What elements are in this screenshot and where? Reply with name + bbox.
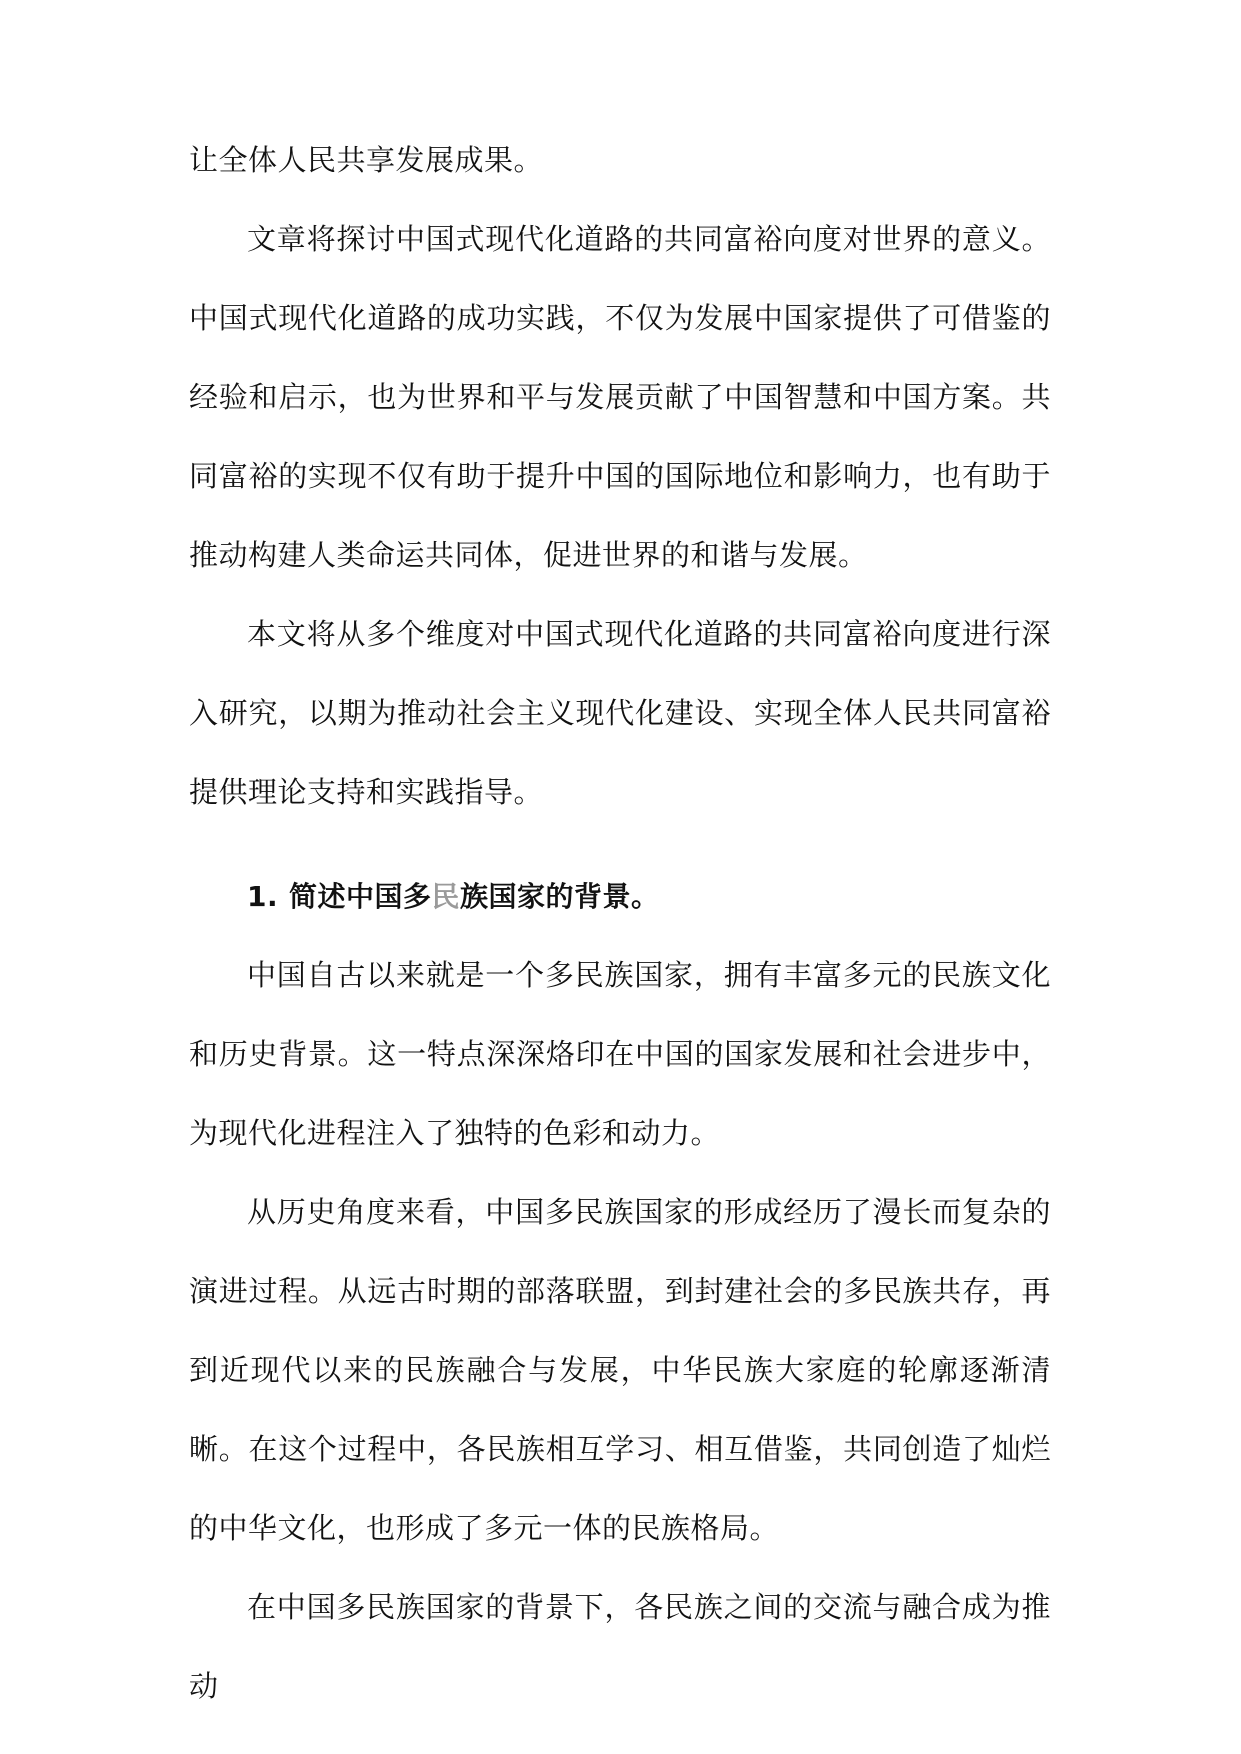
section-heading-faded-char: 民: [431, 880, 461, 913]
document-body: [189, 121, 1051, 1726]
section-heading-text-part1: 简述中国多: [289, 880, 432, 913]
intro-tail-paragraph: 让全体人民共享发展成果。: [189, 143, 544, 177]
exchange-paragraph: 在中国多民族国家的背景下，各民族之间的交流与融合成为推动: [189, 1590, 1051, 1703]
section-heading-text-part2: 族国家的背景。: [460, 880, 660, 913]
research-aim-paragraph: 本文将从多个维度对中国式现代化道路的共同富裕向度进行深入研究，以期为推动社会主义现代化建设、实现全体人民共同富裕提供理论支持和实践指导。: [189, 617, 1051, 809]
section-heading: [189, 857, 1051, 936]
background-paragraph: 中国自古以来就是一个多民族国家，拥有丰富多元的民族文化和历史背景。这一特点深深烙印在中国的国家发展和社会进步中，为现代化进程注入了独特的色彩和动力。: [189, 958, 1051, 1150]
world-significance-paragraph: 文章将探讨中国式现代化道路的共同富裕向度对世界的意义。中国式现代化道路的成功实践，不仅为发展中国家提供了可借鉴的经验和启示，也为世界和平与发展贡献了中国智慧和中国方案。共同富裕的实现不仅有助于提升中国的国际地位和影响力，也有助于推动构建人类命运共同体，促进世界的和谐与发展。: [189, 222, 1051, 572]
history-paragraph: 从历史角度来看，中国多民族国家的形成经历了漫长而复杂的演进过程。从远古时期的部落联盟，到封建社会的多民族共存，再到近现代以来的民族融合与发展，中华民族大家庭的轮廓逐渐清晰。在这个过程中，各民族相互学习、相互借鉴，共同创造了灿烂的中华文化，也形成了多元一体的民族格局。: [189, 1195, 1051, 1545]
section-number: 1.: [247, 880, 279, 913]
